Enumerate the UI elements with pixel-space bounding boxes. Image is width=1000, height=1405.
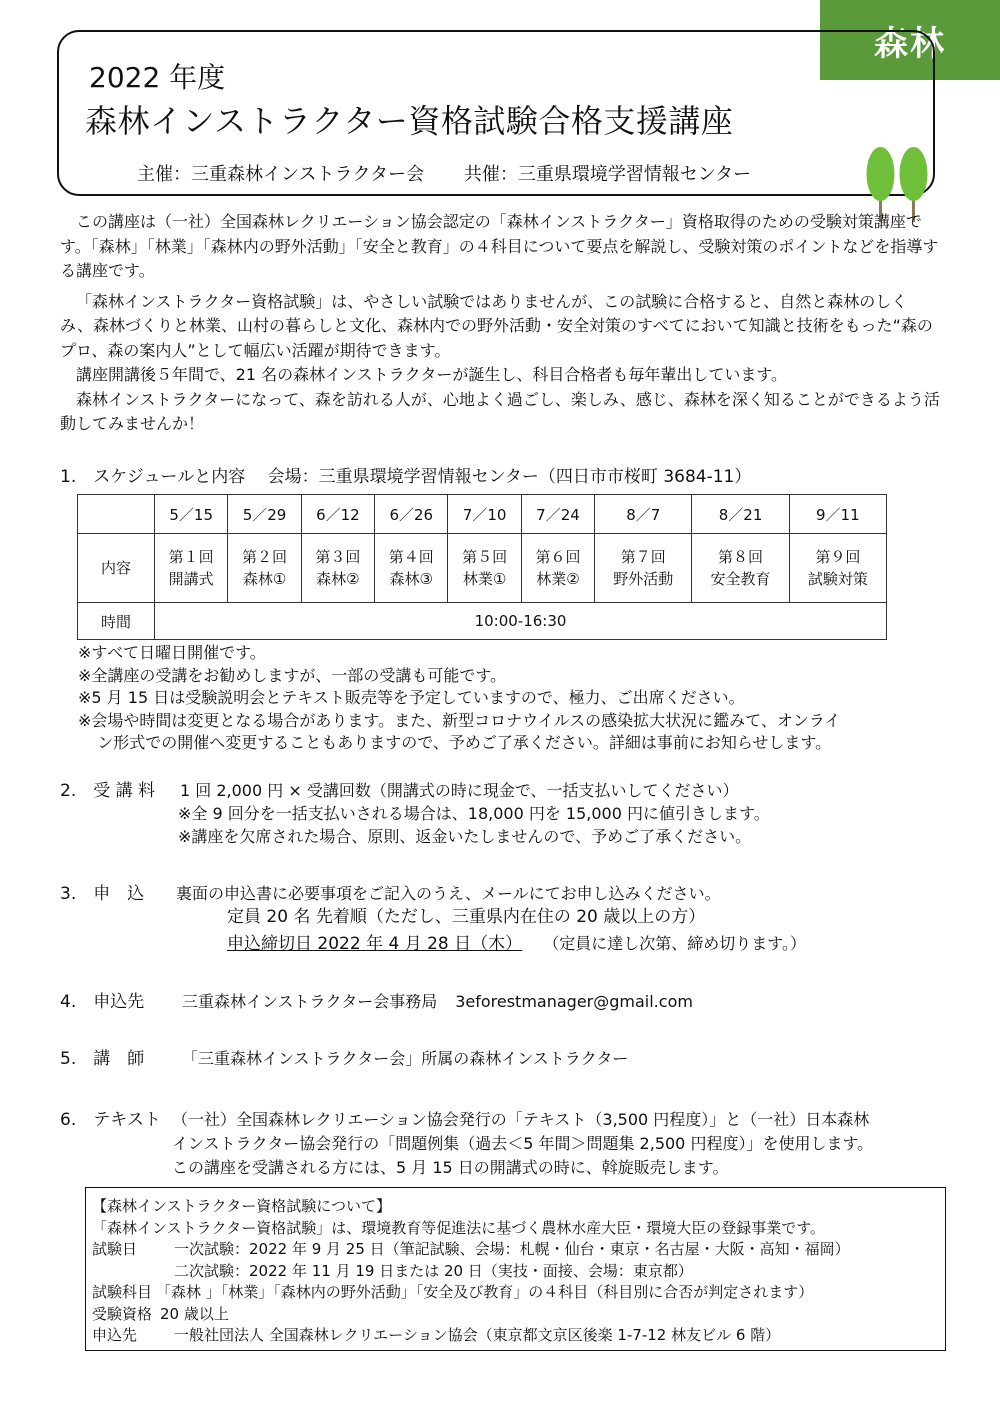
session-cell [301,534,374,603]
session-cell [692,534,789,603]
contact-label: 4. 申込先 [60,992,145,1012]
instructor-label: 5. 講 師 [60,1049,145,1069]
table-row [78,495,887,534]
textbook-section [60,1108,869,1132]
date-cell: 8／7 [595,495,692,534]
exam-date-row [92,1261,937,1283]
fee-line: ※講座を欠席された場合、原則、返金いたしませんので、予めご了承ください。 [178,827,752,846]
exam-subjects: 「森林 」「林業」「森林内の野外活動」「安全及び教育」の４科目（科目別に合否が判定されます） [156,1283,814,1301]
schedule-heading: 1. スケジュールと内容 会場：三重県環境学習情報センター（四日市市桜町 3684-11） [60,467,752,487]
exam-date-label: 試験日 [92,1240,138,1258]
exam-subjects-label: 試験科目 [92,1283,153,1301]
session-cell [789,534,886,603]
exam-apply-row [92,1325,937,1347]
textbook-line: （一社）全国森林レクリエーション協会発行の「テキスト（3,500 円程度）」と（一社）日本森林 [172,1110,870,1129]
session-number: 第８回 [718,548,764,566]
date-cell: 6／12 [301,495,374,534]
session-number: 第２回 [242,548,288,566]
session-topic: 開講式 [168,570,214,588]
schedule-table [77,494,887,640]
exam-info-box [85,1187,946,1351]
exam-date-first: 一次試験：2022 年 9 月 25 日（筆記試験、会場：札幌・仙台・東京・名古屋・大阪・高知・福岡） [174,1240,850,1258]
intro-paragraph: 森林インストラクターになって、森を訪れる人が、心地よく過ごし、楽しみ、感じ、森林を深く知ることができるよう活動してみませんか！ [60,389,940,433]
date-cell: 7／24 [521,495,594,534]
deadline-date: 申込締切日 2022 年 4 月 28 日（木） [227,934,523,954]
session-number: 第５回 [462,548,508,566]
deadline-line [227,932,806,956]
fee-section [60,779,739,803]
session-number: 第７回 [620,548,666,566]
session-cell [448,534,521,603]
textbook-line: この講座を受講される方には、5 月 15 日の開講式の時に、斡旋販売します。 [172,1158,729,1177]
exam-date-second: 二次試験：2022 年 11 月 19 日または 20 日（実技・面接、会場：東京都） [174,1261,693,1280]
intro-text [60,210,940,437]
table-row [78,603,887,640]
exam-info-desc: 「森林インストラクター資格試験」は、環境教育等促進法に基づく農林水産大臣・環境大臣の登録事業です。 [92,1218,826,1237]
date-cell: 9／11 [789,495,886,534]
session-topic: 野外活動 [613,570,674,588]
session-topic: 森林① [242,570,287,588]
exam-date-row [92,1239,937,1261]
note-line: ※全講座の受講をお勧めしますが、一部の受講も可能です。 [78,665,507,685]
deadline-note: （定員に達し次第、締め切ります。） [543,934,806,953]
session-number: 第４回 [388,548,434,566]
session-cell [375,534,448,603]
contact-email[interactable]: 3eforestmanager@gmail.com [455,992,693,1011]
textbook-label: 6. テキスト [60,1110,161,1130]
intro-paragraph: 「森林インストラクター資格試験」は、やさしい試験ではありませんが、この試験に合格すると、自然と森林のしくみ、森林づくりと林業、山村の暮らしと文化、森林内での野外活動・安全対策のすべてにおいて知識と技術をもった“森のプロ、森の案内人”として幅広い活躍が期待できます。 [60,291,933,360]
capacity-line: 定員 20 名 先着順（ただし、三重県内在住の 20 歳以上の方） [227,907,706,927]
date-cell: 8／21 [692,495,789,534]
intro-paragraph: この講座は（一社）全国森林レクリエーション協会認定の「森林インストラクター」資格取得のための受験対策講座です。「森林」「林業」「森林内の野外活動」「安全と教育」の４科目について要点を解説し、受験対策のポイントなどを指導する講座です。 [60,212,939,280]
table-corner [78,495,155,534]
fee-line: ※全 9 回分を一括支払いされる場合は、18,000 円を 15,000 円に値引きします。 [178,804,770,823]
session-topic: 試験対策 [807,570,868,588]
session-cell [155,534,228,603]
contact-org: 三重森林インストラクター会事務局 [182,992,438,1011]
apply-section [60,882,721,906]
exam-qual-row [92,1304,937,1326]
exam-qual-label: 受験資格 [92,1304,153,1323]
session-topic: 林業① [462,570,507,588]
note-line: ン形式での開催へ変更することもありますので、予めご了承ください。詳細は事前にお知らせします。 [97,733,832,752]
row-label-content: 内容 [78,534,155,603]
contact-section [60,990,693,1014]
date-cell: 7／10 [448,495,521,534]
exam-info-title: 【森林インストラクター資格試験について】 [92,1197,391,1215]
fee-line: 1 回 2,000 円 × 受講回数（開講式の時に現金で、一括支払いしてください） [180,781,739,800]
host-label: 主催：三重森林インストラクター会 [137,164,425,185]
header-box [57,30,935,196]
textbook-line: インストラクター協会発行の「問題例集（過去＜5 年間＞問題集 2,500 円程度）」を使用します。 [172,1134,874,1153]
organizers [137,160,785,186]
session-cell [228,534,301,603]
table-row [78,534,887,603]
schedule-notes [78,642,948,755]
category-tag: 森林 [820,0,1000,80]
cohost-label: 共催：三重県環境学習情報センター [463,164,752,185]
session-number: 第３回 [315,548,361,566]
session-topic: 森林③ [389,570,433,588]
session-cell [521,534,594,603]
date-cell: 5／15 [155,495,228,534]
fee-label: 2. 受 講 料 [60,781,156,801]
instructor-section [60,1047,628,1071]
session-number: 第１回 [168,548,214,566]
course-year: 2022 年度 [89,61,226,94]
apply-label: 3. 申 込 [60,884,145,904]
note-line: ※会場や時間は変更となる場合があります。また、新型コロナウイルスの感染拡大状況に鑑みて、オンライ [78,710,841,730]
exam-subjects-row [92,1282,937,1304]
session-topic: 林業② [536,570,580,588]
row-label-time: 時間 [78,603,155,640]
intro-paragraph: 講座開講後５年間で、21 名の森林インストラクターが誕生し、科目合格者も毎年輩出しています。 [76,365,788,384]
session-topic: 森林② [316,570,360,588]
session-topic: 安全教育 [710,570,771,588]
session-number: 第９回 [815,548,861,566]
page-title: 森林インストラクター資格試験合格支援講座 [85,102,734,140]
session-number: 第６回 [535,548,581,566]
exam-apply-label: 申込先 [92,1326,138,1344]
session-cell [595,534,692,603]
exam-apply: 一般社団法人 全国森林レクリエーション協会（東京都文京区後楽 1-7-12 林友ビル 6 階） [174,1326,781,1344]
time-cell: 10:00-16:30 [155,603,887,640]
note-line: ※すべて日曜日開催です。 [78,643,266,662]
note-line: ※5 月 15 日は受験説明会とテキスト販売等を予定していますので、極力、ご出席ください。 [78,688,745,707]
apply-line: 裏面の申込書に必要事項をご記入のうえ、メールにてお申し込みください。 [176,884,721,903]
date-cell: 6／26 [375,495,448,534]
date-cell: 5／29 [228,495,301,534]
exam-qual: 20 歳以上 [160,1304,229,1323]
instructor-text: 「三重森林インストラクター会」所属の森林インストラクター [182,1049,629,1068]
